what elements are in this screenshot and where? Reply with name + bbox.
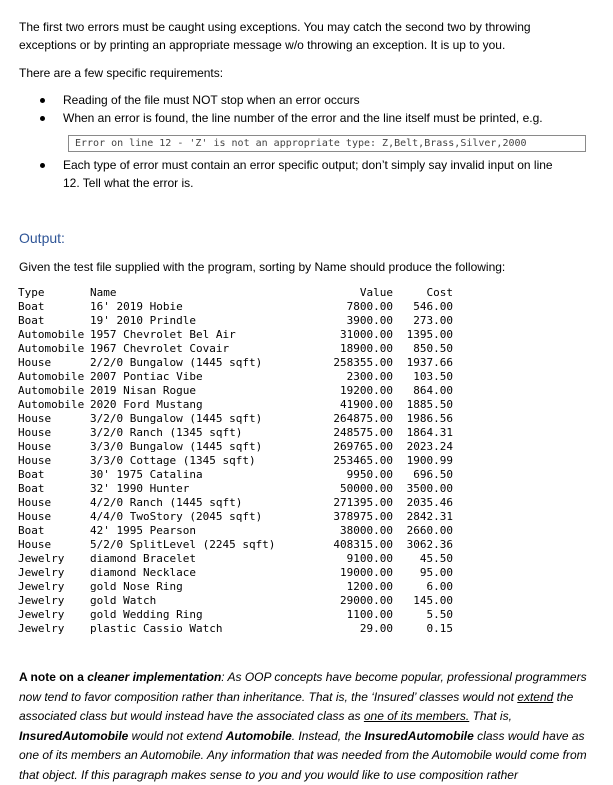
- cell-type: Boat: [18, 524, 45, 537]
- cell-value: 41900.00: [340, 398, 393, 411]
- cell-value: 18900.00: [340, 342, 393, 355]
- bullet-2: When an error is found, the line number of the error and the line itself must be printed, e.g.: [63, 111, 543, 125]
- cell-cost: 273.00: [413, 314, 453, 327]
- table-row: [18, 440, 453, 454]
- cell-name: gold Watch: [90, 594, 157, 607]
- cell-cost: 850.50: [413, 342, 453, 355]
- table-row: [18, 622, 453, 636]
- cell-cost: 1937.66: [406, 356, 453, 369]
- cell-cost: 696.50: [413, 468, 453, 481]
- cell-cost: 2023.24: [406, 440, 453, 453]
- cell-cost: 546.00: [413, 300, 453, 313]
- cell-name: 3/3/0 Cottage (1345 sqft): [90, 454, 256, 467]
- cell-value: 31000.00: [340, 328, 393, 341]
- cell-value: 29.00: [359, 622, 393, 635]
- cell-cost: 2842.31: [406, 510, 453, 523]
- cell-value: 38000.00: [340, 524, 393, 537]
- cell-name: diamond Necklace: [90, 566, 196, 579]
- table-row: [18, 384, 453, 398]
- note-text-1: : As OOP concepts have become popular, professional programmers now tend to favor composition rather than inheritance. That is, the ‘Insured’ classes would not: [19, 670, 587, 704]
- cell-name: 4/4/0 TwoStory (2045 sqft): [90, 510, 263, 523]
- cell-cost: 1885.50: [406, 398, 453, 411]
- cell-type: Jewelry: [18, 552, 65, 565]
- table-row: [18, 608, 453, 622]
- cell-value: 253465.00: [333, 454, 393, 467]
- cell-cost: 2035.46: [406, 496, 453, 509]
- cell-value: 408315.00: [333, 538, 393, 551]
- error-example-code: Error on line 12 - 'Z' is not an appropriate type: Z,Belt,Brass,Silver,2000: [75, 138, 527, 149]
- table-row: [18, 566, 453, 580]
- cell-type: Jewelry: [18, 608, 65, 621]
- cell-value: 378975.00: [333, 510, 393, 523]
- output-table-body: [18, 300, 453, 636]
- bullet-dot: [40, 98, 45, 103]
- cell-name: 2/2/0 Bungalow (1445 sqft): [90, 356, 263, 369]
- cell-cost: 1395.00: [406, 328, 453, 341]
- cell-type: House: [18, 356, 52, 369]
- cell-type: Boat: [18, 468, 45, 481]
- header-value: Value: [359, 286, 393, 299]
- cell-name: gold Wedding Ring: [90, 608, 203, 621]
- cell-cost: 3500.00: [406, 482, 453, 495]
- cell-value: 29000.00: [340, 594, 393, 607]
- header-name: Name: [90, 286, 117, 299]
- cell-cost: 145.00: [413, 594, 453, 607]
- cell-type: House: [18, 538, 52, 551]
- cell-name: 1957 Chevrolet Bel Air: [90, 328, 236, 341]
- cell-type: Boat: [18, 314, 45, 327]
- error-example-code-box: [68, 135, 586, 152]
- cell-name: 3/2/0 Bungalow (1445 sqft): [90, 412, 263, 425]
- table-row: [18, 342, 453, 356]
- cell-type: Automobile: [18, 398, 85, 411]
- cell-name: 19' 2010 Prindle: [90, 314, 196, 327]
- cell-name: 1967 Chevrolet Covair: [90, 342, 230, 355]
- cell-cost: 1900.99: [406, 454, 453, 467]
- cell-name: diamond Bracelet: [90, 552, 196, 565]
- cell-name: 5/2/0 SplitLevel (2245 sqft): [90, 538, 276, 551]
- intro-line-2: exceptions or by printing an appropriate message w/o throwing an exception. It is up to you.: [19, 38, 506, 52]
- note-text-3: That is,: [469, 709, 512, 723]
- cell-value: 9950.00: [346, 468, 393, 481]
- cell-name: 32' 1990 Hunter: [90, 482, 190, 495]
- cell-name: gold Nose Ring: [90, 580, 183, 593]
- cell-name: 30' 1975 Catalina: [90, 468, 203, 481]
- cell-name: plastic Cassio Watch: [90, 622, 223, 635]
- cell-cost: 45.50: [419, 552, 453, 565]
- table-row: [18, 538, 453, 552]
- note-underline-extend: extend: [517, 689, 554, 704]
- cell-type: Automobile: [18, 370, 85, 383]
- note-text-6: class would have as one of its members an Automobile. Any information that was needed from the Automobile would come from that object. If this paragraph makes sense to you and you would like to use composition rather: [19, 728, 587, 782]
- cell-value: 9100.00: [346, 552, 393, 565]
- cell-type: Boat: [18, 482, 45, 495]
- table-row: [18, 454, 453, 468]
- bullet-dot: [40, 116, 45, 121]
- cell-name: 2020 Ford Mustang: [90, 398, 203, 411]
- cell-name: 4/2/0 Ranch (1445 sqft): [90, 496, 243, 509]
- cell-cost: 1986.56: [406, 412, 453, 425]
- header-type: Type: [18, 286, 45, 299]
- note-label: A note on a: [19, 670, 88, 684]
- cell-value: 1100.00: [346, 608, 393, 621]
- header-cost: Cost: [426, 286, 453, 299]
- note-text-5: . Instead, the: [291, 728, 365, 743]
- cell-value: 7800.00: [346, 300, 393, 313]
- cell-cost: 95.00: [419, 566, 453, 579]
- cell-name: 16' 2019 Hobie: [90, 300, 183, 313]
- cell-type: Jewelry: [18, 566, 65, 579]
- table-row: [18, 356, 453, 370]
- cell-cost: 103.50: [413, 370, 453, 383]
- output-table-header: [18, 286, 453, 300]
- note-underline-members: one of its members.: [363, 709, 470, 723]
- table-row: [18, 482, 453, 496]
- cell-value: 258355.00: [333, 356, 393, 369]
- cell-value: 248575.00: [333, 426, 393, 439]
- note-label-emph: cleaner implementation: [87, 670, 222, 684]
- cell-type: Boat: [18, 300, 45, 313]
- table-row: [18, 314, 453, 328]
- note-text-2: the associated class but would instead have the associated class as: [19, 689, 574, 723]
- cell-value: 50000.00: [340, 482, 393, 495]
- table-row: [18, 426, 453, 440]
- cell-value: 2300.00: [346, 370, 393, 383]
- note-bold-insured-automobile: InsuredAutomobile: [19, 728, 129, 743]
- bullet-3-line-2: 12. Tell what the error is.: [63, 176, 194, 190]
- intro-line-1: The first two errors must be caught using exceptions. You may catch the second two by throwing: [19, 20, 531, 34]
- table-row: [18, 594, 453, 608]
- note-bold-insured-automobile-2: InsuredAutomobile: [364, 728, 474, 743]
- table-row: [18, 412, 453, 426]
- output-heading: Output:: [19, 230, 65, 246]
- cell-cost: 1864.31: [406, 426, 453, 439]
- cell-type: House: [18, 412, 52, 425]
- cell-type: Automobile: [18, 384, 85, 397]
- cell-type: House: [18, 510, 52, 523]
- cell-type: Jewelry: [18, 580, 65, 593]
- bullet-dot: [40, 163, 45, 168]
- note-text-4: would not extend: [128, 728, 226, 743]
- table-row: [18, 552, 453, 566]
- cell-cost: 2660.00: [406, 524, 453, 537]
- bullet-1: Reading of the file must NOT stop when an error occurs: [63, 93, 360, 107]
- cell-type: Automobile: [18, 342, 85, 355]
- table-row: [18, 398, 453, 412]
- requirements-intro: There are a few specific requirements:: [19, 66, 224, 80]
- cell-type: Jewelry: [18, 622, 65, 635]
- cell-name: 2007 Pontiac Vibe: [90, 370, 203, 383]
- cell-type: House: [18, 496, 52, 509]
- cell-cost: 864.00: [413, 384, 453, 397]
- table-row: [18, 328, 453, 342]
- table-row: [18, 370, 453, 384]
- table-row: [18, 300, 453, 314]
- cell-type: Automobile: [18, 328, 85, 341]
- table-row: [18, 524, 453, 538]
- cell-name: 3/2/0 Ranch (1345 sqft): [90, 426, 243, 439]
- cell-cost: 0.15: [426, 622, 453, 635]
- bullet-3-line-1: Each type of error must contain an error specific output; don’t simply say invalid input on line: [63, 158, 553, 172]
- cell-type: Jewelry: [18, 594, 65, 607]
- cell-value: 3900.00: [346, 314, 393, 327]
- output-description: Given the test file supplied with the program, sorting by Name should produce the following:: [19, 260, 506, 274]
- cell-value: 269765.00: [333, 440, 393, 453]
- cell-type: House: [18, 454, 52, 467]
- cell-type: House: [18, 440, 52, 453]
- output-table: [18, 286, 453, 636]
- note-bold-automobile: Automobile: [225, 728, 292, 743]
- cell-value: 1200.00: [346, 580, 393, 593]
- composition-note: [19, 668, 594, 785]
- cell-value: 271395.00: [333, 496, 393, 509]
- cell-value: 19000.00: [340, 566, 393, 579]
- cell-cost: 3062.36: [406, 538, 453, 551]
- table-row: [18, 468, 453, 482]
- cell-name: 2019 Nisan Rogue: [90, 384, 196, 397]
- table-row: [18, 580, 453, 594]
- cell-value: 19200.00: [340, 384, 393, 397]
- cell-cost: 6.00: [426, 580, 453, 593]
- cell-name: 3/3/0 Bungalow (1445 sqft): [90, 440, 263, 453]
- cell-name: 42' 1995 Pearson: [90, 524, 196, 537]
- cell-value: 264875.00: [333, 412, 393, 425]
- cell-cost: 5.50: [426, 608, 453, 621]
- cell-type: House: [18, 426, 52, 439]
- table-row: [18, 510, 453, 524]
- table-row: [18, 496, 453, 510]
